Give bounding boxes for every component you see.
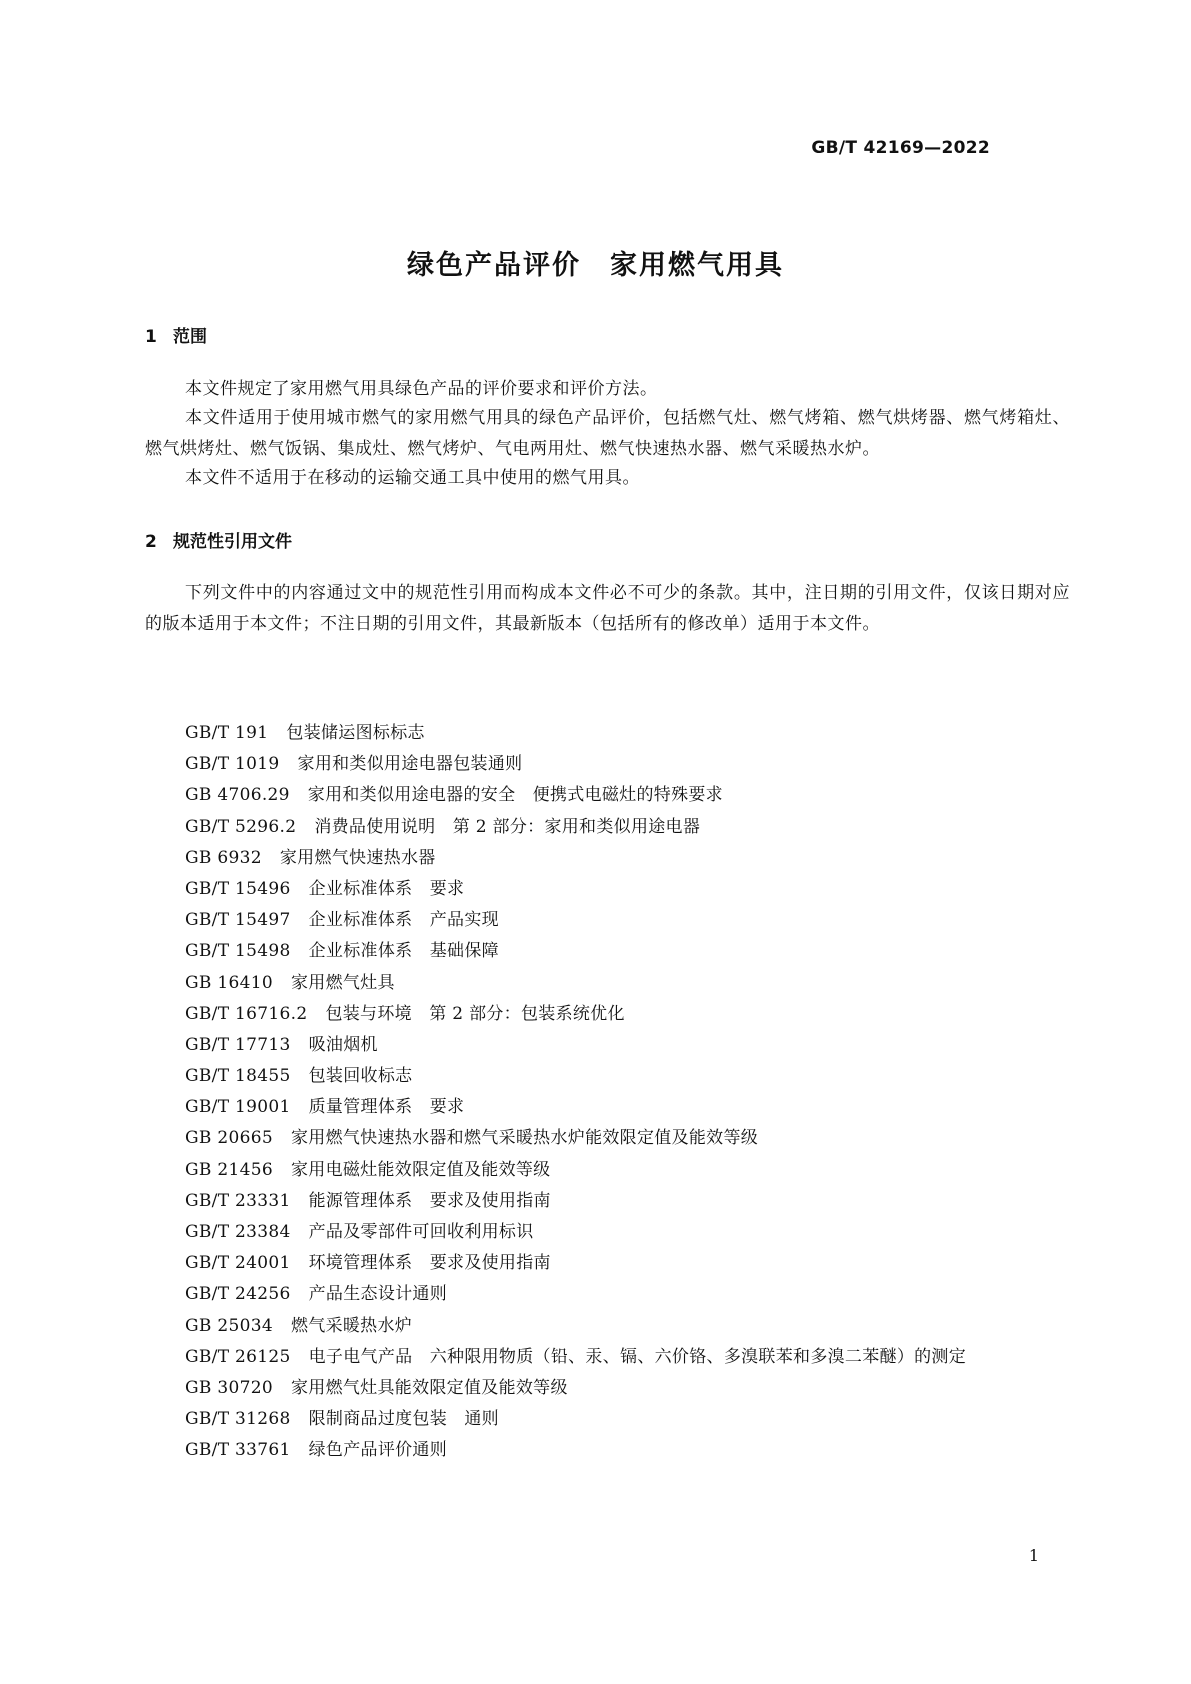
standard-number: GB/T 42169—2022 <box>811 138 990 158</box>
reference-item <box>185 780 966 811</box>
reference-item <box>185 1030 966 1061</box>
reference-code: GB/T 18455 <box>185 1066 291 1087</box>
reference-title: 包装与环境 第 2 部分：包装系统优化 <box>325 1003 625 1024</box>
reference-code: GB/T 15497 <box>185 910 291 931</box>
reference-item <box>185 718 966 749</box>
reference-item <box>185 1061 966 1092</box>
reference-code: GB 21456 <box>185 1159 273 1180</box>
reference-title: 家用和类似用途电器的安全 便携式电磁灶的特殊要求 <box>307 785 723 806</box>
reference-code: GB 30720 <box>185 1377 273 1398</box>
reference-title: 电子电气产品 六种限用物质（铅、汞、镉、六价铬、多溴联苯和多溴二苯醚）的测定 <box>308 1346 967 1367</box>
reference-code: GB/T 33761 <box>185 1440 291 1461</box>
reference-item <box>185 1123 966 1154</box>
reference-item <box>185 874 966 905</box>
reference-title: 家用燃气快速热水器 <box>279 847 436 868</box>
section-title: 范围 <box>173 327 207 347</box>
reference-item <box>185 1092 966 1123</box>
reference-code: GB/T 1019 <box>185 754 280 775</box>
section-number: 2 <box>145 532 157 552</box>
reference-code: GB 20665 <box>185 1128 273 1149</box>
reference-item <box>185 1155 966 1186</box>
reference-code: GB/T 24256 <box>185 1284 291 1305</box>
reference-item <box>185 1342 966 1373</box>
section-2-heading <box>145 527 292 552</box>
section-number: 1 <box>145 327 157 347</box>
reference-title: 包装回收标志 <box>308 1066 413 1087</box>
section-1-heading <box>145 322 207 347</box>
paragraph: 本文件规定了家用燃气用具绿色产品的评价要求和评价方法。 <box>185 379 658 399</box>
reference-item <box>185 812 966 843</box>
reference-title: 产品及零部件可回收利用标识 <box>308 1222 534 1242</box>
reference-title: 家用电磁灶能效限定值及能效等级 <box>290 1159 551 1180</box>
page-number: 1 <box>1028 1546 1039 1565</box>
reference-code: GB/T 23331 <box>185 1190 291 1211</box>
reference-code: GB 4706.29 <box>185 785 290 806</box>
reference-item <box>185 1186 966 1217</box>
reference-title: 消费品使用说明 第 2 部分：家用和类似用途电器 <box>314 816 701 837</box>
reference-item <box>185 1217 966 1248</box>
paragraph: 本文件不适用于在移动的运输交通工具中使用的燃气用具。 <box>185 468 640 488</box>
reference-code: GB/T 15496 <box>185 878 291 899</box>
reference-title: 家用和类似用途电器包装通则 <box>297 754 523 775</box>
section-title: 规范性引用文件 <box>173 532 292 552</box>
reference-code: GB 16410 <box>185 972 273 993</box>
reference-title: 企业标准体系 基础保障 <box>308 941 499 962</box>
reference-item <box>185 843 966 874</box>
reference-title: 燃气采暖热水炉 <box>290 1315 413 1336</box>
reference-code: GB/T 31268 <box>185 1409 291 1430</box>
reference-title: 绿色产品评价通则 <box>308 1440 448 1461</box>
reference-title: 企业标准体系 要求 <box>308 878 465 899</box>
reference-item <box>185 968 966 999</box>
reference-item <box>185 1373 966 1404</box>
reference-title: 企业标准体系 产品实现 <box>308 910 499 931</box>
reference-code: GB/T 191 <box>185 723 269 743</box>
reference-code: GB/T 23384 <box>185 1222 291 1242</box>
reference-title: 吸油烟机 <box>308 1034 378 1055</box>
reference-code: GB 6932 <box>185 847 262 868</box>
reference-code: GB/T 19001 <box>185 1097 291 1118</box>
reference-title: 产品生态设计通则 <box>308 1284 448 1305</box>
reference-code: GB/T 16716.2 <box>185 1003 308 1024</box>
reference-code: GB 25034 <box>185 1315 273 1336</box>
reference-item <box>185 1404 966 1435</box>
reference-title: 家用燃气灶具 <box>290 972 395 993</box>
reference-title: 包装储运图标标志 <box>286 723 425 743</box>
reference-code: GB/T 5296.2 <box>185 816 297 837</box>
paragraph: 本文件适用于使用城市燃气的家用燃气用具的绿色产品评价，包括燃气灶、燃气烤箱、燃气烘烤器、燃气烤箱灶、燃气烘烤灶、燃气饭锅、集成灶、燃气烤炉、气电两用灶、燃气快速热水器、燃气采暖热水炉。 <box>145 408 1070 459</box>
reference-title: 质量管理体系 要求 <box>308 1097 465 1118</box>
reference-title: 环境管理体系 要求及使用指南 <box>308 1253 551 1274</box>
reference-title: 限制商品过度包装 通则 <box>308 1409 499 1430</box>
reference-title: 家用燃气快速热水器和燃气采暖热水炉能效限定值及能效等级 <box>290 1128 759 1149</box>
paragraph: 下列文件中的内容通过文中的规范性引用而构成本文件必不可少的条款。其中，注日期的引用文件，仅该日期对应的版本适用于本文件；不注日期的引用文件，其最新版本（包括所有的修改单）适用于本文件。 <box>145 583 1070 634</box>
document-title: 绿色产品评价 家用燃气用具 <box>407 250 784 281</box>
reference-item <box>185 936 966 967</box>
reference-title: 能源管理体系 要求及使用指南 <box>308 1190 551 1211</box>
normative-reference-list <box>185 718 966 1467</box>
reference-item <box>185 1435 966 1466</box>
reference-item <box>185 1311 966 1342</box>
reference-code: GB/T 15498 <box>185 941 291 962</box>
reference-item <box>185 999 966 1030</box>
reference-code: GB/T 17713 <box>185 1034 291 1055</box>
reference-item <box>185 1248 966 1279</box>
reference-item <box>185 749 966 780</box>
reference-code: GB/T 24001 <box>185 1253 291 1274</box>
reference-title: 家用燃气灶具能效限定值及能效等级 <box>290 1377 568 1398</box>
reference-item <box>185 905 966 936</box>
reference-code: GB/T 26125 <box>185 1346 291 1367</box>
reference-item <box>185 1279 966 1310</box>
